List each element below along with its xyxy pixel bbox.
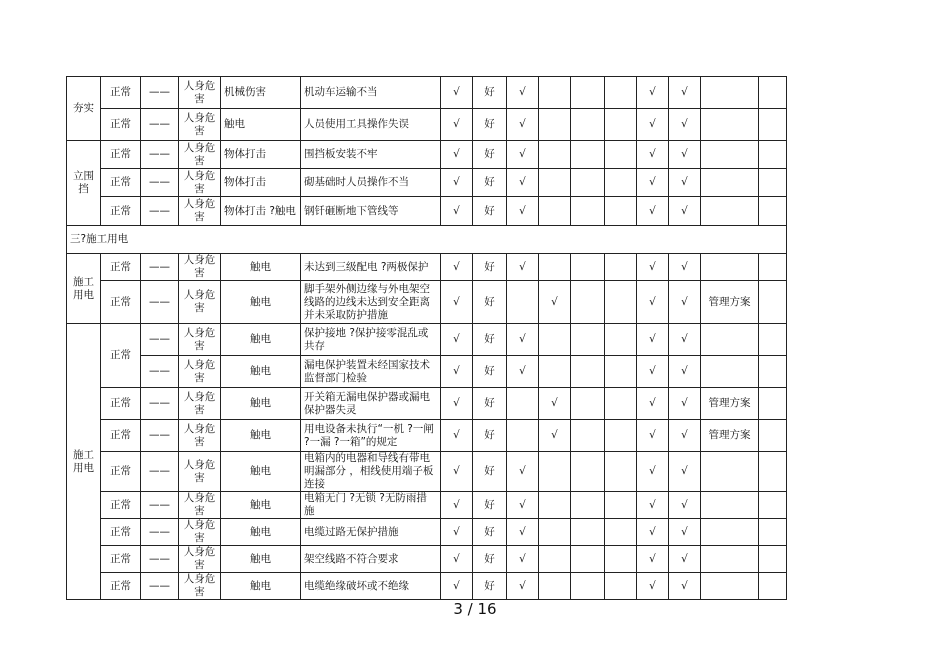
assessment-cell <box>605 281 637 324</box>
dash-cell: —— <box>141 281 179 324</box>
category-cell: 人身危害 <box>179 141 221 169</box>
status-cell: 正常 <box>101 573 141 600</box>
hazard-cell: 触电 <box>221 388 301 420</box>
dash-cell: —— <box>141 452 179 492</box>
note-cell <box>701 546 759 573</box>
category-cell: 人身危害 <box>179 77 221 109</box>
status-cell: 正常 <box>101 77 141 109</box>
assessment-cell: √ <box>669 77 701 109</box>
empty-cell <box>759 388 787 420</box>
hazard-cell: 触电 <box>221 356 301 388</box>
assessment-cell: √ <box>507 573 539 600</box>
empty-cell <box>759 546 787 573</box>
description-cell: 人员使用工具操作失误 <box>301 109 441 141</box>
note-cell <box>701 141 759 169</box>
description-cell: 电箱内的电器和导线有带电明漏部分 ，相线使用端子板连接 <box>301 452 441 492</box>
assessment-cell: √ <box>441 452 473 492</box>
assessment-cell: √ <box>441 254 473 281</box>
hazard-cell: 物体打击 ?触电 <box>221 197 301 226</box>
empty-cell <box>759 356 787 388</box>
assessment-cell: 好 <box>473 388 507 420</box>
empty-cell <box>759 420 787 452</box>
empty-cell <box>759 324 787 356</box>
empty-cell <box>759 492 787 519</box>
description-cell: 用电设备未执行“一机 ?一闸 ?一漏 ?一箱”的规定 <box>301 420 441 452</box>
category-cell: 人身危害 <box>179 356 221 388</box>
description-cell: 脚手架外侧边缘与外电架空线路的边线未达到安全距离并未采取防护措施 <box>301 281 441 324</box>
dash-cell: —— <box>141 254 179 281</box>
assessment-cell <box>571 492 605 519</box>
assessment-cell: 好 <box>473 109 507 141</box>
assessment-cell: √ <box>637 420 669 452</box>
note-cell <box>701 492 759 519</box>
assessment-cell <box>605 109 637 141</box>
dash-cell: —— <box>141 519 179 546</box>
status-cell: 正常 <box>101 281 141 324</box>
hazard-cell: 物体打击 <box>221 141 301 169</box>
assessment-cell: 好 <box>473 356 507 388</box>
assessment-cell <box>571 519 605 546</box>
note-cell <box>701 452 759 492</box>
assessment-cell <box>571 197 605 226</box>
status-cell: 正常 <box>101 109 141 141</box>
note-cell: 管理方案 <box>701 388 759 420</box>
hazard-table <box>66 76 787 600</box>
section-header-label: 三?施工用电 <box>67 226 787 254</box>
assessment-cell <box>539 452 571 492</box>
assessment-cell: √ <box>637 388 669 420</box>
note-cell <box>701 169 759 197</box>
assessment-cell: √ <box>539 281 571 324</box>
empty-cell <box>759 77 787 109</box>
assessment-cell: 好 <box>473 420 507 452</box>
assessment-cell <box>571 169 605 197</box>
assessment-cell: √ <box>637 492 669 519</box>
assessment-cell: √ <box>637 519 669 546</box>
assessment-cell: √ <box>507 77 539 109</box>
description-cell: 钢钎砸断地下管线等 <box>301 197 441 226</box>
assessment-cell: 好 <box>473 197 507 226</box>
assessment-cell <box>571 77 605 109</box>
assessment-cell <box>571 388 605 420</box>
description-cell: 开关箱无漏电保护器或漏电保护器失灵 <box>301 388 441 420</box>
table-row <box>67 141 787 169</box>
table-row <box>67 388 787 420</box>
table-row <box>67 77 787 109</box>
assessment-cell: 好 <box>473 492 507 519</box>
assessment-cell <box>571 141 605 169</box>
assessment-cell: √ <box>441 519 473 546</box>
assessment-cell: √ <box>441 77 473 109</box>
assessment-cell: 好 <box>473 281 507 324</box>
assessment-cell: √ <box>637 356 669 388</box>
note-cell <box>701 77 759 109</box>
category-cell: 人身危害 <box>179 197 221 226</box>
table-row <box>67 573 787 600</box>
assessment-cell: √ <box>669 546 701 573</box>
status-cell: 正常 <box>101 492 141 519</box>
hazard-cell: 触电 <box>221 519 301 546</box>
empty-cell <box>759 109 787 141</box>
category-cell: 人身危害 <box>179 324 221 356</box>
assessment-cell: √ <box>669 356 701 388</box>
category-cell: 人身危害 <box>179 420 221 452</box>
assessment-cell: √ <box>669 324 701 356</box>
assessment-cell <box>571 420 605 452</box>
table-row <box>67 281 787 324</box>
assessment-cell <box>571 254 605 281</box>
assessment-cell <box>571 109 605 141</box>
assessment-cell <box>605 492 637 519</box>
assessment-cell: √ <box>637 141 669 169</box>
assessment-cell <box>605 141 637 169</box>
assessment-cell <box>571 452 605 492</box>
assessment-cell: √ <box>669 388 701 420</box>
assessment-cell: √ <box>507 519 539 546</box>
note-cell <box>701 573 759 600</box>
assessment-cell <box>605 254 637 281</box>
status-cell: 正常 <box>101 197 141 226</box>
assessment-cell: √ <box>507 356 539 388</box>
assessment-cell: √ <box>637 77 669 109</box>
assessment-cell: √ <box>441 324 473 356</box>
dash-cell: —— <box>141 492 179 519</box>
assessment-cell <box>605 77 637 109</box>
hazard-cell: 触电 <box>221 546 301 573</box>
assessment-cell <box>539 197 571 226</box>
table-row <box>67 420 787 452</box>
note-cell <box>701 519 759 546</box>
empty-cell <box>759 281 787 324</box>
note-cell: 管理方案 <box>701 281 759 324</box>
section-label: 施工用电 <box>67 254 101 324</box>
description-cell: 砌基础时人员操作不当 <box>301 169 441 197</box>
page-number: 3 / 16 <box>453 600 497 618</box>
note-cell: 管理方案 <box>701 420 759 452</box>
assessment-cell: √ <box>637 169 669 197</box>
assessment-cell <box>539 573 571 600</box>
assessment-cell <box>507 281 539 324</box>
assessment-cell: √ <box>669 197 701 226</box>
assessment-cell: √ <box>507 197 539 226</box>
table-row <box>67 169 787 197</box>
hazard-cell: 触电 <box>221 573 301 600</box>
dash-cell: —— <box>141 573 179 600</box>
assessment-cell: 好 <box>473 77 507 109</box>
hazard-cell: 机械伤害 <box>221 77 301 109</box>
assessment-cell: √ <box>441 109 473 141</box>
table-row <box>67 109 787 141</box>
table-row <box>67 546 787 573</box>
assessment-cell: √ <box>507 254 539 281</box>
table-row <box>67 254 787 281</box>
category-cell: 人身危害 <box>179 519 221 546</box>
empty-cell <box>759 254 787 281</box>
status-cell: 正常 <box>101 519 141 546</box>
assessment-cell: √ <box>507 169 539 197</box>
assessment-cell: √ <box>637 281 669 324</box>
empty-cell <box>759 197 787 226</box>
dash-cell: —— <box>141 388 179 420</box>
assessment-cell: √ <box>441 197 473 226</box>
assessment-cell: √ <box>507 109 539 141</box>
assessment-cell <box>605 388 637 420</box>
hazard-cell: 触电 <box>221 492 301 519</box>
assessment-cell <box>539 546 571 573</box>
note-cell <box>701 197 759 226</box>
assessment-cell: √ <box>539 420 571 452</box>
assessment-cell: √ <box>539 388 571 420</box>
assessment-cell: √ <box>637 109 669 141</box>
hazard-cell: 物体打击 <box>221 169 301 197</box>
assessment-cell: 好 <box>473 254 507 281</box>
assessment-cell: √ <box>669 452 701 492</box>
assessment-cell: √ <box>441 141 473 169</box>
dash-cell: —— <box>141 77 179 109</box>
assessment-cell: √ <box>441 169 473 197</box>
assessment-cell <box>605 356 637 388</box>
hazard-cell: 触电 <box>221 109 301 141</box>
assessment-cell <box>605 546 637 573</box>
assessment-cell <box>605 519 637 546</box>
dash-cell: —— <box>141 420 179 452</box>
assessment-cell: √ <box>507 546 539 573</box>
table-row <box>67 356 787 388</box>
status-cell: 正常 <box>101 169 141 197</box>
description-cell: 电缆绝缘破坏或不绝缘 <box>301 573 441 600</box>
assessment-cell: √ <box>669 519 701 546</box>
description-cell: 漏电保护装置未经国家技术监督部门检验 <box>301 356 441 388</box>
category-cell: 人身危害 <box>179 546 221 573</box>
hazard-cell: 触电 <box>221 281 301 324</box>
assessment-cell <box>605 573 637 600</box>
category-cell: 人身危害 <box>179 388 221 420</box>
dash-cell: —— <box>141 546 179 573</box>
assessment-cell: √ <box>669 420 701 452</box>
assessment-cell: √ <box>637 573 669 600</box>
assessment-cell <box>605 420 637 452</box>
empty-cell <box>759 141 787 169</box>
hazard-cell: 触电 <box>221 420 301 452</box>
section-label: 施工用电 <box>67 324 101 600</box>
table-row <box>67 197 787 226</box>
assessment-cell: 好 <box>473 519 507 546</box>
dash-cell: —— <box>141 141 179 169</box>
assessment-cell <box>539 77 571 109</box>
description-cell: 围挡板安装不牢 <box>301 141 441 169</box>
dash-cell: —— <box>141 169 179 197</box>
assessment-cell <box>571 356 605 388</box>
assessment-cell: √ <box>441 420 473 452</box>
assessment-cell: 好 <box>473 169 507 197</box>
description-cell: 架空线路不符合要求 <box>301 546 441 573</box>
description-cell: 未达到三级配电 ?两极保护 <box>301 254 441 281</box>
category-cell: 人身危害 <box>179 169 221 197</box>
assessment-cell: √ <box>507 492 539 519</box>
assessment-cell: √ <box>441 492 473 519</box>
assessment-cell <box>571 281 605 324</box>
assessment-cell: √ <box>669 573 701 600</box>
dash-cell: —— <box>141 356 179 388</box>
empty-cell <box>759 573 787 600</box>
section-label: 夯实 <box>67 77 101 141</box>
assessment-cell <box>571 573 605 600</box>
assessment-cell: 好 <box>473 324 507 356</box>
dash-cell: —— <box>141 324 179 356</box>
category-cell: 人身危害 <box>179 109 221 141</box>
status-cell: 正常 <box>101 420 141 452</box>
category-cell: 人身危害 <box>179 452 221 492</box>
description-cell: 机动车运输不当 <box>301 77 441 109</box>
assessment-cell <box>539 324 571 356</box>
assessment-cell <box>605 452 637 492</box>
table-row <box>67 452 787 492</box>
status-cell: 正常 <box>101 254 141 281</box>
assessment-cell: √ <box>507 452 539 492</box>
status-cell: 正常 <box>101 388 141 420</box>
description-cell: 保护接地 ?保护接零混乱或共存 <box>301 324 441 356</box>
category-cell: 人身危害 <box>179 573 221 600</box>
category-cell: 人身危害 <box>179 492 221 519</box>
status-cell: 正常 <box>101 452 141 492</box>
hazard-cell: 触电 <box>221 452 301 492</box>
assessment-cell: √ <box>441 388 473 420</box>
assessment-cell: √ <box>669 141 701 169</box>
status-cell: 正常 <box>101 141 141 169</box>
assessment-cell: √ <box>441 281 473 324</box>
assessment-cell <box>539 254 571 281</box>
section-label: 立围挡 <box>67 141 101 226</box>
assessment-cell <box>605 324 637 356</box>
assessment-cell: √ <box>669 109 701 141</box>
assessment-cell: √ <box>637 324 669 356</box>
assessment-cell <box>539 109 571 141</box>
note-cell <box>701 109 759 141</box>
assessment-cell: √ <box>441 356 473 388</box>
status-cell: 正常 <box>101 324 141 388</box>
empty-cell <box>759 519 787 546</box>
assessment-cell: √ <box>441 546 473 573</box>
note-cell <box>701 356 759 388</box>
assessment-cell: √ <box>441 573 473 600</box>
assessment-cell <box>539 141 571 169</box>
assessment-cell <box>507 420 539 452</box>
assessment-cell <box>539 169 571 197</box>
table-row <box>67 492 787 519</box>
section-header-row <box>67 226 787 254</box>
assessment-cell: √ <box>507 141 539 169</box>
assessment-cell: √ <box>637 546 669 573</box>
assessment-cell: √ <box>637 197 669 226</box>
empty-cell <box>759 452 787 492</box>
status-cell: 正常 <box>101 546 141 573</box>
assessment-cell <box>539 356 571 388</box>
assessment-cell <box>571 546 605 573</box>
table-body <box>67 77 787 600</box>
assessment-cell: √ <box>669 169 701 197</box>
hazard-cell: 触电 <box>221 324 301 356</box>
assessment-cell: √ <box>637 452 669 492</box>
assessment-cell: √ <box>637 254 669 281</box>
category-cell: 人身危害 <box>179 254 221 281</box>
category-cell: 人身危害 <box>179 281 221 324</box>
assessment-cell: 好 <box>473 141 507 169</box>
description-cell: 电箱无门 ?无锁 ?无防雨措施 <box>301 492 441 519</box>
assessment-cell: √ <box>669 281 701 324</box>
empty-cell <box>759 169 787 197</box>
assessment-cell: √ <box>507 324 539 356</box>
assessment-cell: 好 <box>473 546 507 573</box>
assessment-cell: 好 <box>473 573 507 600</box>
hazard-cell: 触电 <box>221 254 301 281</box>
assessment-cell: √ <box>669 254 701 281</box>
assessment-cell: 好 <box>473 452 507 492</box>
assessment-cell <box>507 388 539 420</box>
dash-cell: —— <box>141 197 179 226</box>
note-cell <box>701 254 759 281</box>
assessment-cell <box>605 169 637 197</box>
assessment-cell <box>539 492 571 519</box>
description-cell: 电缆过路无保护措施 <box>301 519 441 546</box>
assessment-cell <box>571 324 605 356</box>
dash-cell: —— <box>141 109 179 141</box>
table-row <box>67 324 787 356</box>
assessment-cell <box>539 519 571 546</box>
assessment-cell <box>605 197 637 226</box>
assessment-cell: √ <box>669 492 701 519</box>
table-row <box>67 519 787 546</box>
note-cell <box>701 324 759 356</box>
